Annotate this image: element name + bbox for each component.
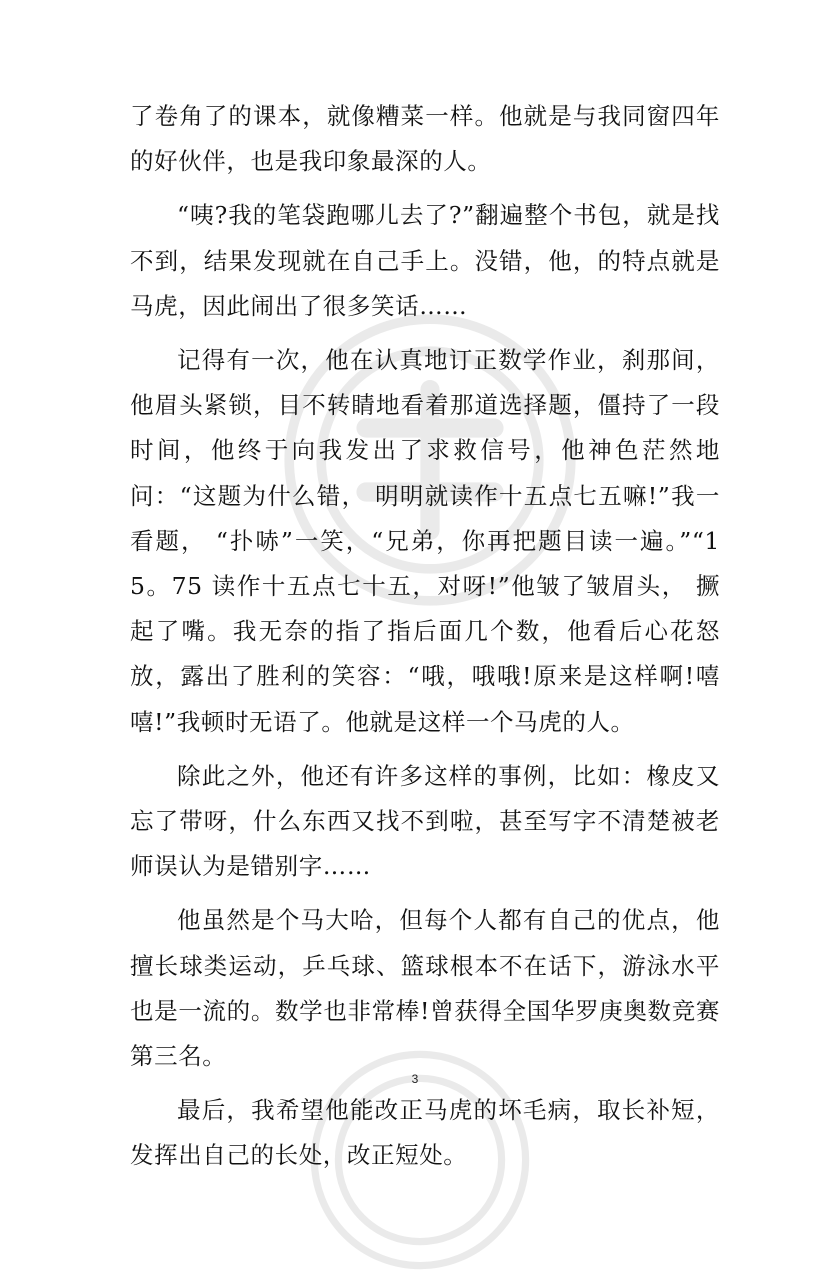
paragraph-2: “咦?我的笔袋跑哪儿去了?”翻遍整个书包，就是找不到，结果发现就在自己手上。没错，他，的特点就是马虎，因此闹出了很多笑话…… [130,201,720,320]
paragraph-4: 除此之外，他还有许多这样的事例，比如：橡皮又忘了带呀，什么东西又找不到啦，甚至写字不清楚被老师误认为是错别字…… [130,761,720,881]
paragraph-6: 最后，我希望他能改正马虎的坏毛病，取长补短，发挥出自己的长处，改正短处。 [130,1096,720,1170]
paragraph-1: 了卷角了的课本，就像糟菜一样。他就是与我同窗四年的好伙伴，也是我印象最深的人。 [130,102,720,176]
paragraph-3: 记得有一次，他在认真地订正数学作业，刹那间，他眉头紧锁，目不转睛地看着那道选择题，僵持了一段时间，他终于向我发出了求救信号，他神色茫然地问：“这题为什么错， 明明就读作十五点七五嘛!”我一看题， “扑哧”一笑，“兄弟，你再把题目读一遍。”“15。75 读作十五点七十五，对呀!”他皱了皱眉头， 撅起了嘴。我无奈的指了指后面几个数，他看后心花怒放，露出了胜利的笑容：“哦，哦哦!原来是这样啊!嘻嘻!”我顿时无语了。他就是这样一个马虎的人。 [130,346,720,736]
paragraph-5: 他虽然是个马大哈，但每个人都有自己的优点，他擅长球类运动，乒乓球、篮球根本不在话下，游泳水平也是一流的。数学也非常棒!曾获得全国华罗庚奥数竞赛第三名。 [130,906,720,1071]
page-number: 3 [411,1072,419,1086]
document-body [130,94,720,1179]
